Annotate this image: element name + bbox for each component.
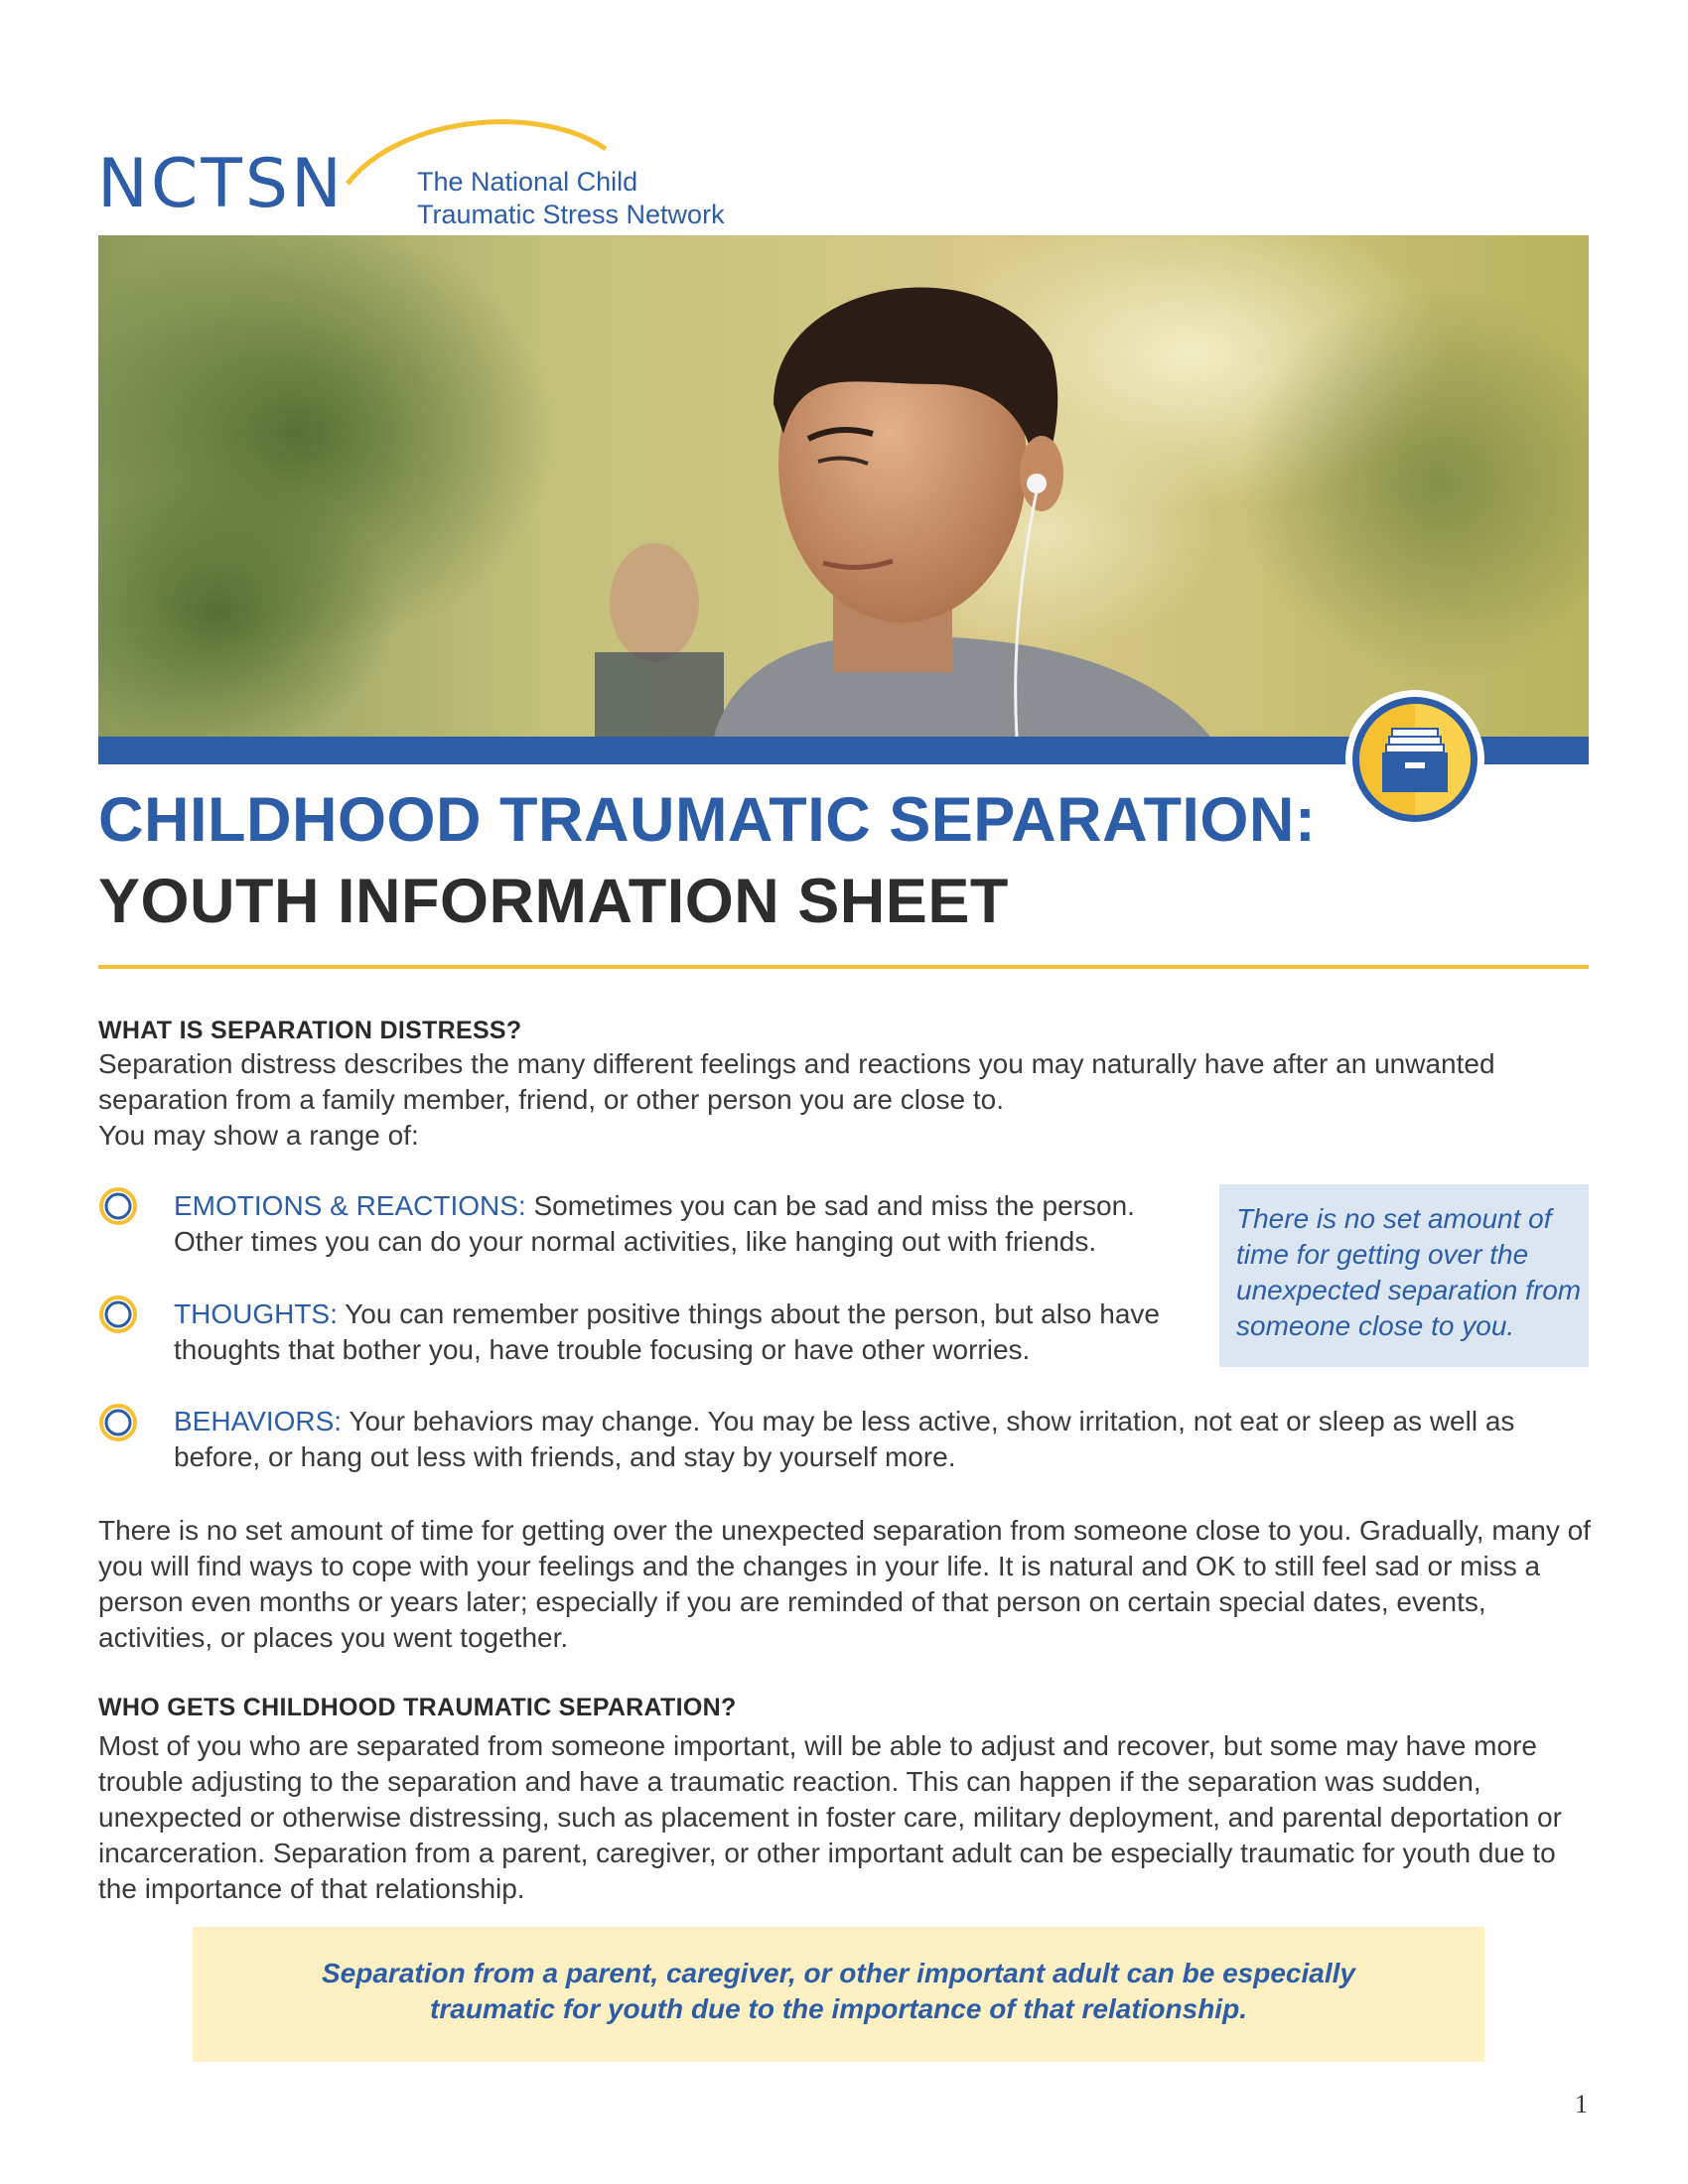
logo-subtitle bbox=[417, 166, 725, 231]
title-divider bbox=[98, 965, 1589, 969]
pull-quote-line2: traumatic for youth due to the importance of that relationship. bbox=[430, 1993, 1247, 2024]
bullet-thoughts bbox=[174, 1297, 1206, 1368]
bullet-behaviors bbox=[174, 1404, 1604, 1475]
section2-heading: WHO GETS CHILDHOOD TRAUMATIC SEPARATION? bbox=[98, 1694, 737, 1721]
section1-heading: WHAT IS SEPARATION DISTRESS? bbox=[98, 1017, 522, 1044]
circle-bullet-icon bbox=[98, 1403, 138, 1442]
bullet-body: You can remember positive things about the person, but also have thoughts that bother you, have trouble focusing or have other worries. bbox=[174, 1298, 1160, 1365]
pull-quote-line1: Separation from a parent, caregiver, or other important adult can be especially bbox=[322, 1958, 1355, 1988]
sidebar-callout-text: There is no set amount of time for getting over the unexpected separation from someone close to you. bbox=[1236, 1203, 1582, 1341]
section1-lead: You may show a range of: bbox=[98, 1120, 419, 1151]
bullet-body: Your behaviors may change. You may be less active, show irritation, not eat or sleep as well as before, or hang out less with friends, and stay by yourself more. bbox=[174, 1406, 1515, 1472]
bullet-label: EMOTIONS & REACTIONS: bbox=[174, 1190, 526, 1221]
bullet-emotions bbox=[174, 1188, 1206, 1260]
page-number: 1 bbox=[1575, 2090, 1588, 2118]
section1-paragraph: Separation distress describes the many different feelings and reactions you may naturally have after an unwanted separation from a family member, friend, or other person you are close to. bbox=[98, 1048, 1495, 1115]
hero-photo bbox=[98, 235, 1589, 737]
coping-paragraph: There is no set amount of time for getting over the unexpected separation from someone close to you. Gradually, many of you will find ways to cope with your feelings and the changes in your life. It is natural and OK to still feel sad or miss a person even months or years later; especially if you are reminded of that person on certain special dates, events, activities, or places you went together. bbox=[98, 1515, 1591, 1653]
pull-quote-text bbox=[193, 1956, 1484, 2027]
bullet-label: BEHAVIORS: bbox=[174, 1406, 343, 1436]
bullet-label: THOUGHTS: bbox=[174, 1298, 338, 1329]
nctsn-logo-wordmark: NCTSN bbox=[97, 145, 345, 223]
logo-subtitle-line1: The National Child bbox=[417, 167, 638, 197]
title-line2: YOUTH INFORMATION SHEET bbox=[98, 867, 1009, 936]
circle-bullet-icon bbox=[98, 1295, 138, 1334]
file-box-icon bbox=[1340, 685, 1489, 834]
title-line1: CHILDHOOD TRAUMATIC SEPARATION: bbox=[98, 785, 1317, 855]
logo-subtitle-line2: Traumatic Stress Network bbox=[417, 200, 725, 229]
circle-bullet-icon bbox=[98, 1186, 138, 1226]
section2-paragraph: Most of you who are separated from someone important, will be able to adjust and recover, but some may have more trouble adjusting to the separation and have a traumatic reaction. This can happen if the separation was sudden, unexpected or otherwise distressing, such as placement in foster care, military deployment, and parental deportation or incarceration. Separation from a parent, caregiver, or other important adult can be especially traumatic for youth due to the importance of that relationship. bbox=[98, 1730, 1562, 1904]
hero-photo-illustration bbox=[98, 235, 1589, 737]
bullet-body: Sometimes you can be sad and miss the person. Other times you can do your normal activities, like hanging out with friends. bbox=[174, 1190, 1135, 1257]
